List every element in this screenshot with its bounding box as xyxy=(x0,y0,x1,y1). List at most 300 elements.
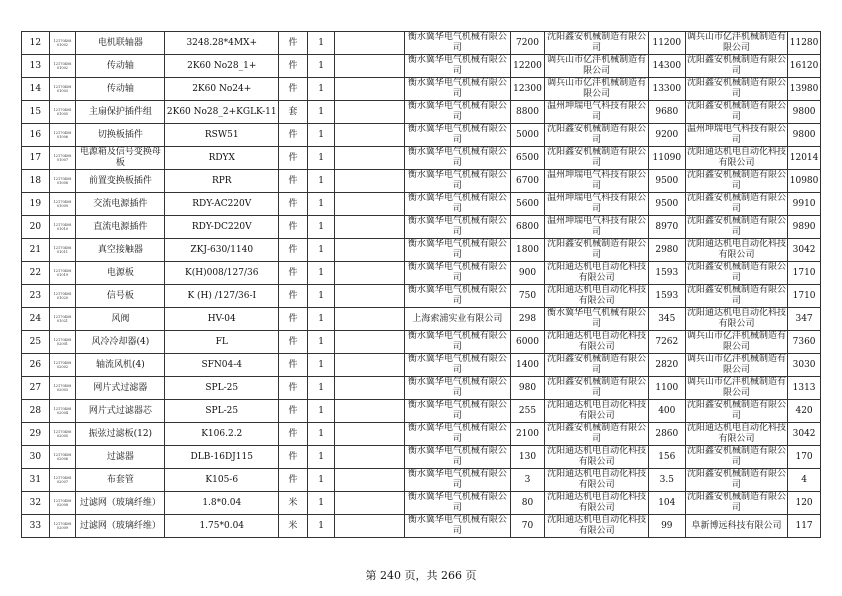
blank-cell xyxy=(335,400,405,423)
table-row xyxy=(22,124,821,147)
price-1: 80 xyxy=(510,492,545,515)
row-number: 32 xyxy=(22,492,50,515)
supplier-1: 衡水冀华电气机械有限公司 xyxy=(405,377,511,400)
blank-cell xyxy=(335,101,405,124)
price-1: 7200 xyxy=(510,32,545,55)
item-unit: 件 xyxy=(279,446,308,469)
price-1: 6800 xyxy=(510,216,545,239)
material-code: 12170408 02006 xyxy=(49,446,76,469)
table-row xyxy=(22,446,821,469)
item-unit: 米 xyxy=(279,492,308,515)
item-qty: 1 xyxy=(307,216,335,239)
material-code: 12170408 01011 xyxy=(49,239,76,262)
supplier-3: 沈阳鑫安机械制造有限公司 xyxy=(686,262,786,283)
item-spec: ZKJ-630/1140 xyxy=(165,239,279,262)
item-name: 过滤网（玻璃纤维） xyxy=(76,515,165,538)
supplier-2: 沈阳通达机电自动化科技有限公司 xyxy=(545,400,648,423)
supplier-1: 衡水冀华电气机械有限公司 xyxy=(405,78,511,101)
table-row xyxy=(22,331,821,354)
material-code: 12170408 02008 xyxy=(49,492,76,515)
item-unit: 件 xyxy=(279,78,308,101)
material-code: 12170408 02003 xyxy=(49,377,76,400)
price-2: 9200 xyxy=(648,124,685,147)
table-row xyxy=(22,515,821,538)
table-row xyxy=(22,285,821,308)
item-unit: 件 xyxy=(279,193,308,216)
supplier-1: 衡水冀华电气机械有限公司 xyxy=(405,423,511,446)
item-unit: 件 xyxy=(279,308,308,331)
item-name: 信号板 xyxy=(76,285,165,308)
row-number: 21 xyxy=(22,239,50,262)
material-code: 12170408 02001 xyxy=(49,331,76,354)
material-code: 12170408 01007 xyxy=(49,147,76,170)
row-number: 22 xyxy=(22,262,50,285)
item-name: 振弦过滤板(12) xyxy=(76,423,165,446)
item-qty: 1 xyxy=(307,101,335,124)
price-3: 117 xyxy=(788,515,821,538)
item-unit: 件 xyxy=(279,124,308,147)
supplier-3: 沈阳鑫安机械制造有限公司 xyxy=(686,469,786,490)
row-number: 20 xyxy=(22,216,50,239)
item-spec: RDYX xyxy=(165,147,279,170)
supplier-1: 衡水冀华电气机械有限公司 xyxy=(405,331,511,354)
price-1: 12200 xyxy=(510,55,545,78)
supplier-3: 沈阳通达机电自动化科技有限公司 xyxy=(686,239,786,260)
item-unit: 件 xyxy=(279,354,308,377)
price-3: 11280 xyxy=(788,32,821,55)
price-2: 1593 xyxy=(648,262,685,285)
table-row xyxy=(22,423,821,446)
row-number: 12 xyxy=(22,32,50,55)
blank-cell xyxy=(335,469,405,492)
price-3: 9890 xyxy=(788,216,821,239)
item-unit: 件 xyxy=(279,285,308,308)
table-row xyxy=(22,239,821,262)
supplier-2: 沈阳鑫安机械制造有限公司 xyxy=(545,147,648,170)
row-number: 31 xyxy=(22,469,50,492)
row-number: 26 xyxy=(22,354,50,377)
row-number: 15 xyxy=(22,101,50,124)
item-qty: 1 xyxy=(307,124,335,147)
row-number: 13 xyxy=(22,55,50,78)
blank-cell xyxy=(335,147,405,170)
price-1: 980 xyxy=(510,377,545,400)
material-code: 12170408 02009 xyxy=(49,515,76,538)
material-code: 12170408 01021 xyxy=(49,308,76,331)
blank-cell xyxy=(335,32,405,55)
item-name: 主扇保护插件组 xyxy=(76,101,165,124)
price-2: 9680 xyxy=(648,101,685,124)
supplier-1: 衡水冀华电气机械有限公司 xyxy=(405,147,511,170)
supplier-3: 沈阳鑫安机械制造有限公司 xyxy=(686,400,786,421)
supplier-3: 沈阳鑫安机械制造有限公司 xyxy=(686,216,786,237)
row-number: 14 xyxy=(22,78,50,101)
supplier-2: 沈阳通达机电自动化科技有限公司 xyxy=(545,469,648,492)
supplier-2: 沈阳鑫安机械制造有限公司 xyxy=(545,423,648,446)
price-1: 12300 xyxy=(510,78,545,101)
price-1: 6000 xyxy=(510,331,545,354)
supplier-2: 沈阳鑫安机械制造有限公司 xyxy=(545,377,648,400)
table-row xyxy=(22,170,821,193)
item-qty: 1 xyxy=(307,78,335,101)
item-name: 电源箱及信号变换母板 xyxy=(76,147,165,170)
supplier-1: 衡水冀华电气机械有限公司 xyxy=(405,193,511,216)
supplier-2: 沈阳鑫安机械制造有限公司 xyxy=(545,354,648,377)
blank-cell xyxy=(335,216,405,239)
price-3: 9910 xyxy=(788,193,821,216)
blank-cell xyxy=(335,124,405,147)
price-3: 347 xyxy=(788,308,821,331)
item-spec: FL xyxy=(165,331,279,354)
table-row xyxy=(22,55,821,78)
supplier-1: 衡水冀华电气机械有限公司 xyxy=(405,515,511,538)
supplier-1: 衡水冀华电气机械有限公司 xyxy=(405,400,511,423)
row-number: 30 xyxy=(22,446,50,469)
supplier-1: 衡水冀华电气机械有限公司 xyxy=(405,492,511,515)
blank-cell xyxy=(335,170,405,193)
price-1: 298 xyxy=(510,308,545,331)
price-3: 4 xyxy=(788,469,821,492)
table-row xyxy=(22,147,821,170)
item-spec: RDY-DC220V xyxy=(165,216,279,239)
item-spec: K (H) /127/36-I xyxy=(165,285,279,308)
price-3: 3042 xyxy=(788,239,821,262)
blank-cell xyxy=(335,492,405,515)
table-row xyxy=(22,193,821,216)
item-name: 风阀 xyxy=(76,308,165,331)
item-spec: K106.2.2 xyxy=(165,423,279,446)
item-spec: 2K60 No24+ xyxy=(165,78,279,101)
supplier-2: 温州坤瑞电气科技有限公司 xyxy=(545,101,648,124)
item-unit: 件 xyxy=(279,147,308,170)
material-code: 12170408 02007 xyxy=(49,469,76,492)
item-unit: 件 xyxy=(279,262,308,285)
item-name: 风冷冷却器(4) xyxy=(76,331,165,354)
supplier-3: 调兵山市亿沣机械制造有限公司 xyxy=(686,331,786,352)
supplier-2: 衡水冀华电气机械有限公司 xyxy=(545,308,648,331)
supplier-3: 沈阳通达机电自动化科技有限公司 xyxy=(686,308,786,329)
item-name: 布套管 xyxy=(76,469,165,492)
price-3: 9800 xyxy=(788,124,821,147)
item-unit: 件 xyxy=(279,400,308,423)
page-footer: 第 240 页，共 266 页 xyxy=(365,569,477,582)
supplier-3: 沈阳鑫安机械制造有限公司 xyxy=(686,101,786,122)
price-3: 1313 xyxy=(788,377,821,400)
price-2: 8970 xyxy=(648,216,685,239)
supplier-1: 上海索浦实业有限公司 xyxy=(405,308,511,331)
price-3: 3030 xyxy=(788,354,821,377)
price-3: 16120 xyxy=(788,55,821,78)
price-3: 7360 xyxy=(788,331,821,354)
item-spec: K105-6 xyxy=(165,469,279,492)
price-1: 6500 xyxy=(510,147,545,170)
supplier-3: 沈阳鑫安机械制造有限公司 xyxy=(686,78,786,99)
item-spec: 1.75*0.04 xyxy=(165,515,279,538)
supplier-1: 衡水冀华电气机械有限公司 xyxy=(405,446,511,469)
blank-cell xyxy=(335,308,405,331)
price-2: 156 xyxy=(648,446,685,469)
blank-cell xyxy=(335,354,405,377)
item-unit: 件 xyxy=(279,170,308,193)
material-code: 12170408 02005 xyxy=(49,423,76,446)
item-qty: 1 xyxy=(307,492,335,515)
material-code: 12170408 01010 xyxy=(49,216,76,239)
price-3: 1710 xyxy=(788,262,821,285)
item-spec: RDY-AC220V xyxy=(165,193,279,216)
item-name: 网片式过滤器 xyxy=(76,377,165,400)
item-qty: 1 xyxy=(307,239,335,262)
supplier-3: 沈阳鑫安机械制造有限公司 xyxy=(686,55,786,76)
table-row xyxy=(22,262,821,285)
row-number: 27 xyxy=(22,377,50,400)
item-qty: 1 xyxy=(307,308,335,331)
price-3: 1710 xyxy=(788,285,821,308)
price-1: 6700 xyxy=(510,170,545,193)
supplier-1: 衡水冀华电气机械有限公司 xyxy=(405,469,511,492)
supplier-2: 温州坤瑞电气科技有限公司 xyxy=(545,216,648,239)
price-2: 2980 xyxy=(648,239,685,262)
item-unit: 件 xyxy=(279,331,308,354)
item-qty: 1 xyxy=(307,55,335,78)
supplier-2: 沈阳鑫安机械制造有限公司 xyxy=(545,124,648,147)
price-1: 255 xyxy=(510,400,545,423)
price-2: 9500 xyxy=(648,193,685,216)
item-spec: SPL-25 xyxy=(165,400,279,423)
item-spec: SFN04-4 xyxy=(165,354,279,377)
supplier-3: 沈阳鑫安机械制造有限公司 xyxy=(686,170,786,191)
supplier-2: 沈阳鑫安机械制造有限公司 xyxy=(545,239,648,262)
supplier-3: 温州坤瑞电气科技有限公司 xyxy=(686,124,786,145)
item-unit: 件 xyxy=(279,32,308,55)
blank-cell xyxy=(335,55,405,78)
price-1: 8800 xyxy=(510,101,545,124)
supplier-1: 衡水冀华电气机械有限公司 xyxy=(405,239,511,262)
procurement-table xyxy=(21,31,821,538)
price-2: 2860 xyxy=(648,423,685,446)
material-code: 12170408 01002 xyxy=(49,32,76,55)
table-row xyxy=(22,32,821,55)
material-code: 12170408 01020 xyxy=(49,285,76,308)
row-number: 17 xyxy=(22,147,50,170)
price-2: 1100 xyxy=(648,377,685,400)
supplier-2: 沈阳通达机电自动化科技有限公司 xyxy=(545,331,648,354)
row-number: 23 xyxy=(22,285,50,308)
supplier-2: 沈阳通达机电自动化科技有限公司 xyxy=(545,285,648,308)
item-qty: 1 xyxy=(307,262,335,285)
price-2: 2820 xyxy=(648,354,685,377)
row-number: 33 xyxy=(22,515,50,538)
row-number: 19 xyxy=(22,193,50,216)
price-3: 13980 xyxy=(788,78,821,101)
material-code: 12170408 01005 xyxy=(49,101,76,124)
table-row xyxy=(22,101,821,124)
supplier-2: 温州坤瑞电气科技有限公司 xyxy=(545,193,648,216)
item-spec: RSW51 xyxy=(165,124,279,147)
item-name: 过滤器 xyxy=(76,446,165,469)
item-name: 前置变换板插件 xyxy=(76,170,165,193)
blank-cell xyxy=(335,515,405,538)
item-unit: 件 xyxy=(279,423,308,446)
material-code: 12170408 01009 xyxy=(49,193,76,216)
blank-cell xyxy=(335,423,405,446)
price-2: 11200 xyxy=(648,32,685,55)
row-number: 29 xyxy=(22,423,50,446)
supplier-1: 衡水冀华电气机械有限公司 xyxy=(405,55,511,78)
price-1: 750 xyxy=(510,285,545,308)
table-row xyxy=(22,78,821,101)
price-2: 104 xyxy=(648,492,685,515)
material-code: 12170408 01006 xyxy=(49,124,76,147)
item-qty: 1 xyxy=(307,170,335,193)
price-2: 99 xyxy=(648,515,685,538)
supplier-1: 衡水冀华电气机械有限公司 xyxy=(405,216,511,239)
item-qty: 1 xyxy=(307,377,335,400)
blank-cell xyxy=(335,78,405,101)
table-row xyxy=(22,308,821,331)
supplier-2: 沈阳通达机电自动化科技有限公司 xyxy=(545,446,648,469)
item-unit: 件 xyxy=(279,216,308,239)
table-row xyxy=(22,469,821,492)
price-3: 12014 xyxy=(788,147,821,170)
table-row xyxy=(22,400,821,423)
price-1: 5600 xyxy=(510,193,545,216)
table-row xyxy=(22,492,821,515)
price-3: 120 xyxy=(788,492,821,515)
row-number: 16 xyxy=(22,124,50,147)
item-spec: 2K60 No28_2+KGLK-11 xyxy=(165,101,279,124)
item-spec: K(H)008/127/36 xyxy=(165,262,279,285)
material-code: 12170408 02002 xyxy=(49,354,76,377)
price-3: 170 xyxy=(788,446,821,469)
blank-cell xyxy=(335,446,405,469)
item-qty: 1 xyxy=(307,446,335,469)
item-name: 轴流风机(4) xyxy=(76,354,165,377)
price-1: 3 xyxy=(510,469,545,492)
price-2: 1593 xyxy=(648,285,685,308)
item-qty: 1 xyxy=(307,32,335,55)
price-1: 2100 xyxy=(510,423,545,446)
blank-cell xyxy=(335,262,405,285)
price-2: 14300 xyxy=(648,55,685,78)
price-2: 400 xyxy=(648,400,685,423)
price-1: 5000 xyxy=(510,124,545,147)
item-qty: 1 xyxy=(307,331,335,354)
item-spec: 1.8*0.04 xyxy=(165,492,279,515)
supplier-3: 调兵山市亿沣机械制造有限公司 xyxy=(686,32,786,53)
table-row xyxy=(22,377,821,400)
material-code: 12170408 01003 xyxy=(49,78,76,101)
supplier-2: 调兵山市亿沣机械制造有限公司 xyxy=(545,78,648,101)
item-qty: 1 xyxy=(307,400,335,423)
item-name: 真空接触器 xyxy=(76,239,165,262)
supplier-3: 沈阳鑫安机械制造有限公司 xyxy=(686,285,786,306)
item-name: 切换板插件 xyxy=(76,124,165,147)
material-code: 12170408 01019 xyxy=(49,262,76,285)
supplier-2: 温州坤瑞电气科技有限公司 xyxy=(545,170,648,193)
supplier-3: 阜新博远科技有限公司 xyxy=(685,515,787,538)
supplier-2: 沈阳通达机电自动化科技有限公司 xyxy=(545,492,648,515)
item-qty: 1 xyxy=(307,469,335,492)
price-3: 10980 xyxy=(788,170,821,193)
item-name: 电机联轴器 xyxy=(76,32,165,55)
price-2: 13300 xyxy=(648,78,685,101)
price-2: 11090 xyxy=(648,147,685,170)
item-name: 电源板 xyxy=(76,262,165,285)
item-spec: 3248.28*4MX+ xyxy=(165,32,279,55)
price-3: 9800 xyxy=(788,101,821,124)
item-unit: 米 xyxy=(279,515,308,538)
supplier-3: 调兵山市亿沣机械制造有限公司 xyxy=(686,377,786,398)
price-3: 3042 xyxy=(788,423,821,446)
item-spec: HV-04 xyxy=(165,308,279,331)
supplier-1: 衡水冀华电气机械有限公司 xyxy=(405,170,511,193)
item-name: 网片式过滤器芯 xyxy=(76,400,165,423)
row-number: 25 xyxy=(22,331,50,354)
row-number: 18 xyxy=(22,170,50,193)
supplier-1: 衡水冀华电气机械有限公司 xyxy=(405,32,511,55)
table-body xyxy=(22,32,821,538)
item-qty: 1 xyxy=(307,423,335,446)
price-1: 70 xyxy=(510,515,545,538)
item-name: 交流电源插件 xyxy=(76,193,165,216)
table-row xyxy=(22,354,821,377)
item-name: 直流电源插件 xyxy=(76,216,165,239)
supplier-3: 沈阳通达机电自动化科技有限公司 xyxy=(686,147,786,168)
item-name: 传动轴 xyxy=(76,78,165,101)
price-1: 130 xyxy=(510,446,545,469)
supplier-2: 沈阳鑫安机械制造有限公司 xyxy=(545,32,648,55)
item-unit: 件 xyxy=(279,239,308,262)
supplier-1: 衡水冀华电气机械有限公司 xyxy=(405,354,511,377)
supplier-1: 衡水冀华电气机械有限公司 xyxy=(405,262,511,285)
supplier-1: 衡水冀华电气机械有限公司 xyxy=(405,124,511,147)
supplier-2: 调兵山市亿沣机械制造有限公司 xyxy=(545,55,648,78)
supplier-1: 衡水冀华电气机械有限公司 xyxy=(405,101,511,124)
item-qty: 1 xyxy=(307,193,335,216)
blank-cell xyxy=(335,377,405,400)
price-1: 1800 xyxy=(510,239,545,262)
item-unit: 件 xyxy=(279,377,308,400)
blank-cell xyxy=(335,331,405,354)
row-number: 24 xyxy=(22,308,50,331)
price-2: 9500 xyxy=(648,170,685,193)
item-unit: 件 xyxy=(279,469,308,492)
supplier-1: 衡水冀华电气机械有限公司 xyxy=(405,285,511,308)
item-spec: RPR xyxy=(165,170,279,193)
material-code: 12170408 01008 xyxy=(49,170,76,193)
blank-cell xyxy=(335,239,405,262)
price-1: 1400 xyxy=(510,354,545,377)
price-1: 900 xyxy=(510,262,545,285)
price-2: 3.5 xyxy=(648,469,685,492)
item-unit: 套 xyxy=(279,101,308,124)
item-name: 过滤网（玻璃纤维） xyxy=(76,492,165,515)
item-unit: 件 xyxy=(279,55,308,78)
item-name: 传动轴 xyxy=(76,55,165,78)
item-qty: 1 xyxy=(307,354,335,377)
price-3: 420 xyxy=(788,400,821,423)
price-2: 7262 xyxy=(648,331,685,354)
blank-cell xyxy=(335,285,405,308)
supplier-3: 沈阳鑫安机械制造有限公司 xyxy=(686,193,786,214)
item-qty: 1 xyxy=(307,285,335,308)
item-spec: SPL-25 xyxy=(165,377,279,400)
supplier-2: 沈阳通达机电自动化科技有限公司 xyxy=(545,515,648,538)
table-row xyxy=(22,216,821,239)
supplier-2: 沈阳通达机电自动化科技有限公司 xyxy=(545,262,648,285)
supplier-3: 沈阳通达机电自动化科技有限公司 xyxy=(686,423,786,444)
item-spec: DLB-16DJ115 xyxy=(165,446,279,469)
